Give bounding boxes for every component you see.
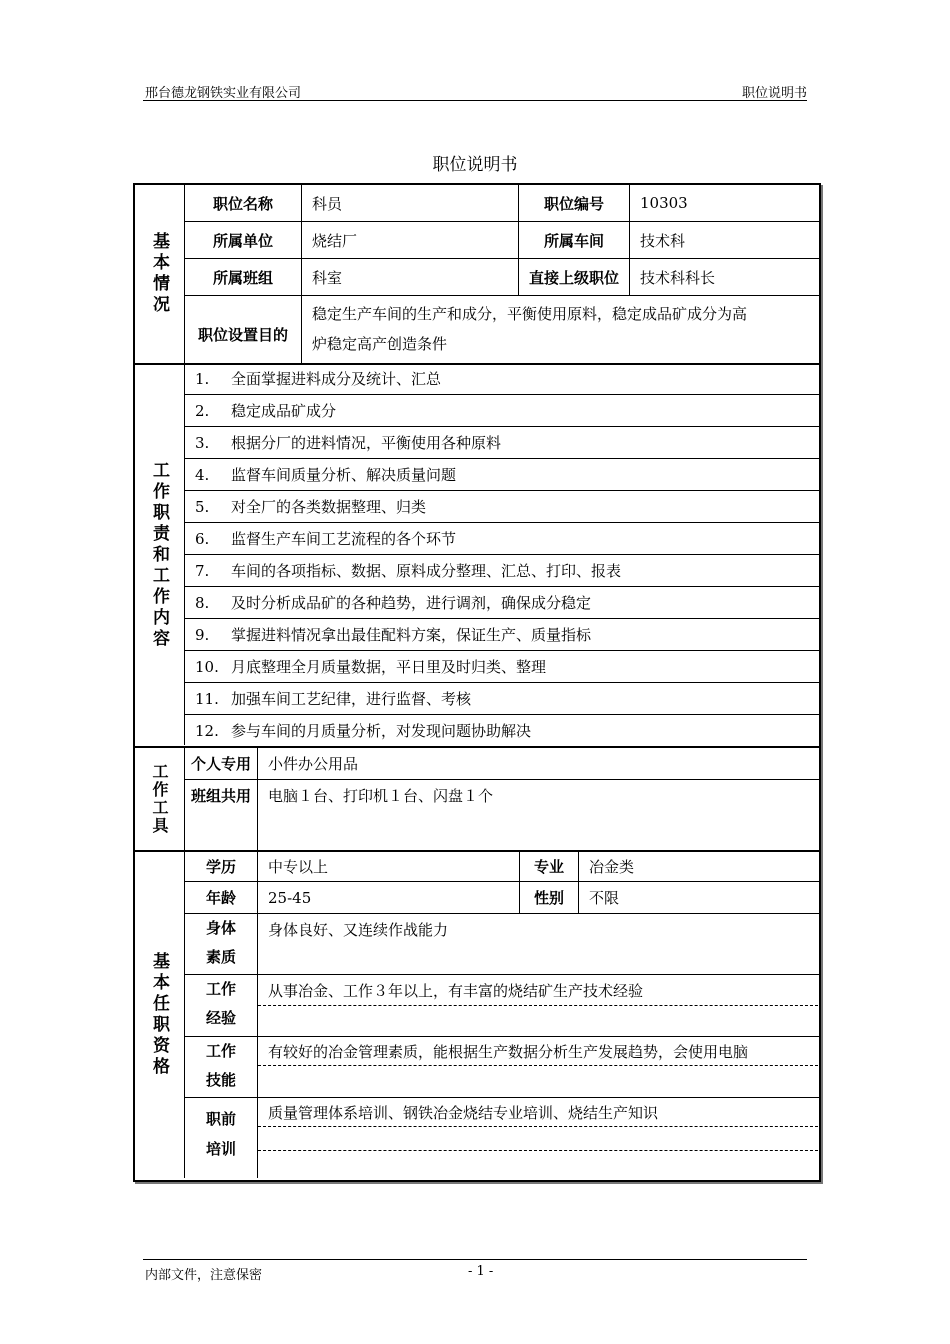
header-company: 邢台德龙钢铁实业有限公司 [145,86,302,101]
duty-item: 1. 全面掌握进料成分及统计、汇总 [195,369,442,388]
qualifications-section-label: 基本任职资格 [149,952,169,1078]
duty-item: 6. 监督生产车间工艺流程的各个环节 [195,529,457,548]
shared-tools-value: 电脑１台、打印机１台、闪盘１个 [268,787,494,805]
tools-section [135,748,819,850]
duty-item: 10. 月底整理全月质量数据，平日里及时归类、整理 [195,657,547,676]
superior-value: 技术科科长 [640,268,716,287]
duty-item: 12. 参与车间的月质量分析，对发现问题协助解决 [195,721,532,740]
footer-confidential: 内部文件，注意保密 [145,1268,263,1283]
duties-section-label: 工作职责和工作内容 [149,460,169,650]
header-rule [143,100,807,101]
duty-item: 7. 车间的各项指标、数据、原料成分整理、汇总、打印、报表 [195,561,622,580]
superior-label: 直接上级职位 [528,268,619,287]
qualifications-section [135,852,819,1178]
duty-item: 5. 对全厂的各类数据整理、归类 [195,497,427,516]
duty-item: 2. 稳定成品矿成分 [195,401,337,420]
duty-item: 3. 根据分厂的进料情况，平衡使用各种原料 [195,433,502,452]
team-label: 所属班组 [212,268,273,287]
basic-info-section [135,185,819,363]
duty-item: 8. 及时分析成品矿的各种趋势，进行调剂，确保成分稳定 [195,593,592,612]
experience-label: 工作 经验 [205,980,236,1027]
duties-section [135,365,819,745]
gender-label: 性别 [533,889,564,907]
skills-label: 工作 技能 [205,1042,236,1089]
tools-section-label: 工作工具 [150,763,169,835]
education-label: 学历 [205,858,236,876]
shared-tools-label: 班组共用 [190,787,251,805]
physical-value: 身体良好、又连续作战能力 [268,920,449,939]
skills-value: 有较好的冶金管理素质，能根据生产数据分析生产发展趋势，会使用电脑 [268,1042,749,1061]
age-label: 年龄 [205,889,236,907]
workshop-value: 技术科 [640,231,686,250]
major-value: 冶金类 [589,858,635,876]
basic-info-section-label: 基本情况 [149,232,169,316]
age-value: 25-45 [268,888,312,907]
position-name-label: 职位名称 [212,194,273,213]
training-value: 质量管理体系培训、钢铁冶金烧结专业培训、烧结生产知识 [268,1103,659,1122]
job-description-form [133,183,821,1182]
training-label: 职前 培训 [205,1110,236,1158]
position-name-value: 科员 [312,194,343,213]
team-value: 科室 [312,268,343,287]
header-doc-type: 职位说明书 [741,86,807,101]
duty-item: 4. 监督车间质量分析、解决质量问题 [195,465,457,484]
major-label: 专业 [533,858,564,876]
position-code-label: 职位编号 [543,194,604,213]
personal-tools-value: 小件办公用品 [268,755,359,773]
page-number: - 1 - [468,1264,494,1279]
duty-item: 9. 掌握进料情况拿出最佳配料方案，保证生产、质量指标 [195,625,592,644]
purpose-value: 稳定生产车间的生产和成分，平衡使用原料，稳定成品矿成分为高 炉稳定高产创造条件 [312,305,748,353]
unit-label: 所属单位 [212,231,273,250]
unit-value: 烧结厂 [312,231,358,250]
education-value: 中专以上 [268,858,329,876]
personal-tools-label: 个人专用 [190,755,251,773]
experience-value: 从事冶金、工作３年以上，有丰富的烧结矿生产技术经验 [268,981,644,1000]
purpose-label: 职位设置目的 [197,325,288,344]
position-code-value: 10303 [640,194,688,212]
page-title: 职位说明书 [432,155,518,175]
footer-rule [143,1259,807,1260]
gender-value: 不限 [589,889,620,907]
physical-label: 身体 素质 [205,919,236,966]
duty-item: 11. 加强车间工艺纪律，进行监督、考核 [195,689,472,708]
workshop-label: 所属车间 [543,231,604,250]
